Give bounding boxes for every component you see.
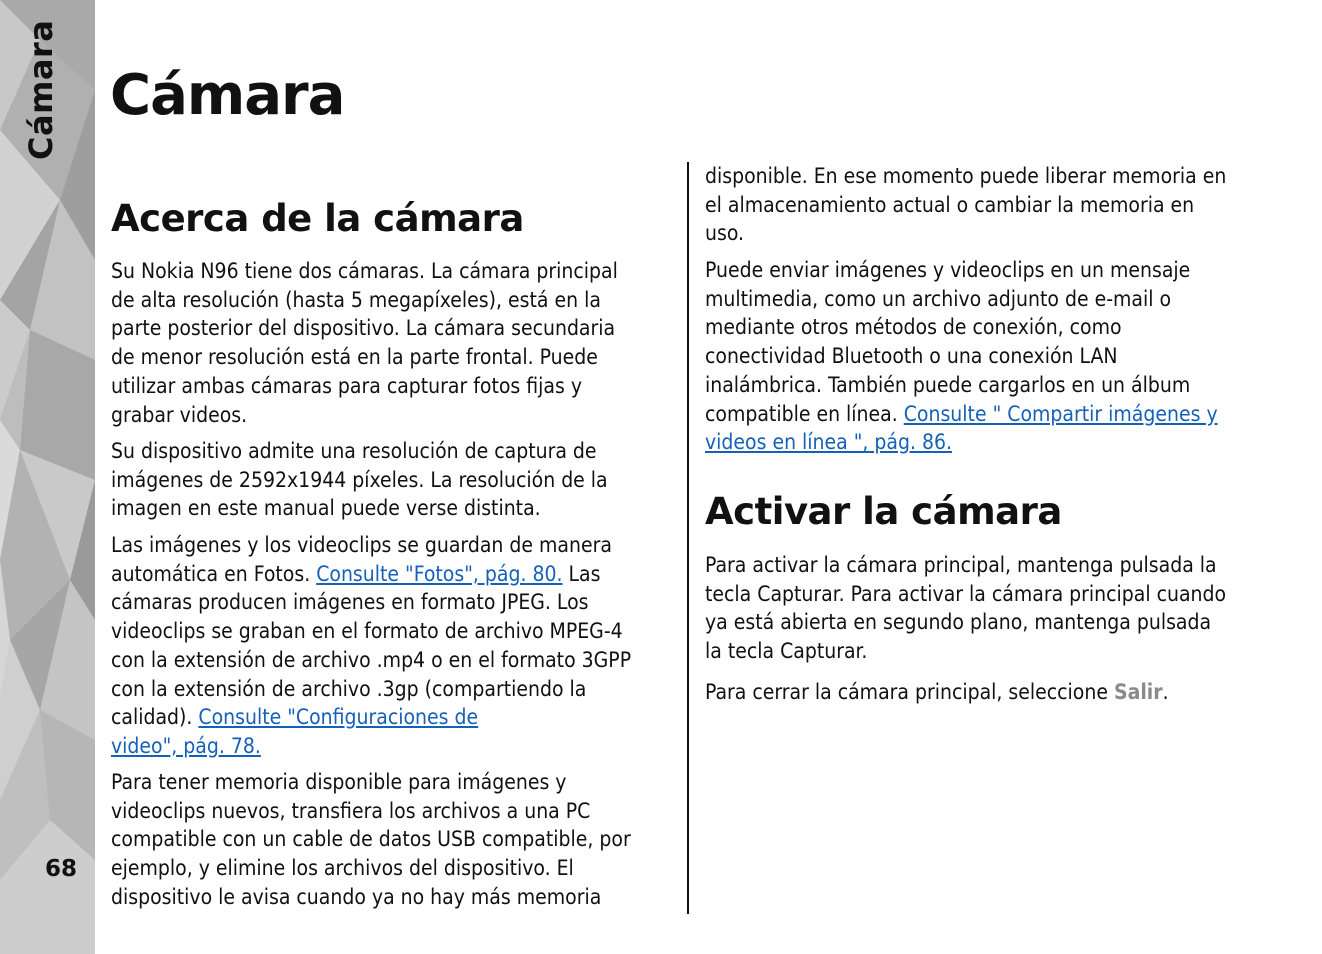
text-line: cámaras producen imágenes en formato JPEG. Los: [111, 590, 589, 615]
text-line: inalámbrica. También puede cargarlos en un álbum: [705, 372, 1191, 397]
text-line: [705, 400, 1218, 429]
link-share-online[interactable]: Consulte " Compartir imágenes y: [903, 401, 1218, 426]
paragraph-activate-1: [705, 551, 1226, 666]
text-line: de alta resolución (hasta 5 megapíxeles), está en la: [111, 287, 601, 312]
text-fragment: automática en Fotos.: [111, 561, 317, 586]
link-share-online-cont[interactable]: videos en línea ", pág. 86.: [705, 430, 953, 455]
text-line: con la extensión de archivo .mp4 o en el formato 3GPP: [111, 647, 632, 672]
text-line: [111, 732, 631, 761]
sidebar-chapter-title: Cámara: [22, 19, 60, 160]
text-line: grabar videos.: [111, 402, 248, 427]
text-line: videoclips se graban en el formato de archivo MPEG-4: [111, 619, 623, 644]
link-video-settings-cont[interactable]: video", pág. 78.: [111, 733, 261, 758]
page-title: Cámara: [110, 63, 345, 128]
text-line: tecla Capturar. Para activar la cámara principal cuando: [705, 581, 1227, 606]
paragraph-activate-2: [705, 678, 1169, 707]
text-line: [111, 560, 631, 589]
text-line: Para activar la cámara principal, mantenga pulsada la: [705, 553, 1217, 577]
text-line: [111, 703, 631, 732]
text-line: ya está abierta en segundo plano, mantenga pulsada: [705, 610, 1212, 635]
text-line: conectividad Bluetooth o una conexión LAN: [705, 344, 1118, 369]
paragraph-about-cont-1: [705, 162, 1226, 248]
text-line: Puede enviar imágenes y videoclips en un mensaje: [705, 258, 1191, 282]
paragraph-about-1: [111, 257, 618, 429]
page-number: 68: [45, 856, 78, 882]
text-line: imagen en este manual puede verse distinta.: [111, 496, 541, 521]
sidebar: [0, 0, 95, 954]
text-line: el almacenamiento actual o cambiar la memoria en: [705, 192, 1195, 217]
paragraph-about-3: [111, 531, 631, 761]
link-fotos[interactable]: Consulte "Fotos", pág. 80.: [316, 561, 563, 586]
softkey-salir: Salir: [1113, 680, 1163, 704]
text-line: Para tener memoria disponible para imágenes y: [111, 770, 567, 794]
text-line: [705, 428, 1218, 457]
text-line: la tecla Capturar.: [705, 639, 868, 664]
text-fragment: .: [1162, 680, 1169, 704]
section-heading-activate: Activar la cámara: [705, 490, 1062, 533]
text-line: Las imágenes y los videoclips se guardan de manera: [111, 533, 612, 557]
text-line: dispositivo le avisa cuando ya no hay más memoria: [111, 884, 602, 909]
text-line: imágenes de 2592x1944 píxeles. La resolución de la: [111, 467, 608, 492]
text-line: con la extensión de archivo .3gp (compartiendo la: [111, 676, 587, 701]
paragraph-about-4: [111, 768, 631, 912]
text-line: ejemplo, y elimine los archivos del dispositivo. El: [111, 856, 574, 881]
text-fragment: calidad).: [111, 705, 199, 730]
text-line: multimedia, como un archivo adjunto de e-mail o: [705, 286, 1172, 311]
section-heading-about: Acerca de la cámara: [111, 197, 524, 240]
text-line: mediante otros métodos de conexión, como: [705, 315, 1122, 340]
text-line: de menor resolución está en la parte frontal. Puede: [111, 345, 598, 370]
text-line: [705, 678, 1169, 707]
text-line: Su Nokia N96 tiene dos cámaras. La cámara principal: [111, 259, 618, 283]
text-line: Su dispositivo admite una resolución de captura de: [111, 439, 597, 463]
text-fragment: Las: [562, 561, 601, 586]
text-line: parte posterior del dispositivo. La cámara secundaria: [111, 316, 616, 341]
text-line: utilizar ambas cámaras para capturar fotos fijas y: [111, 373, 583, 398]
text-fragment: compatible en línea.: [705, 401, 904, 426]
paragraph-about-cont-2: [705, 256, 1218, 457]
column-divider: [687, 162, 689, 914]
text-line: uso.: [705, 221, 745, 246]
text-line: videoclips nuevos, transfiera los archivos a una PC: [111, 798, 591, 823]
link-video-settings[interactable]: Consulte "Configuraciones de: [198, 705, 479, 730]
paragraph-about-2: [111, 437, 608, 523]
text-line: compatible con un cable de datos USB compatible, por: [111, 827, 631, 852]
text-fragment: Para cerrar la cámara principal, seleccione: [705, 680, 1114, 704]
text-line: disponible. En ese momento puede liberar memoria en: [705, 164, 1227, 188]
